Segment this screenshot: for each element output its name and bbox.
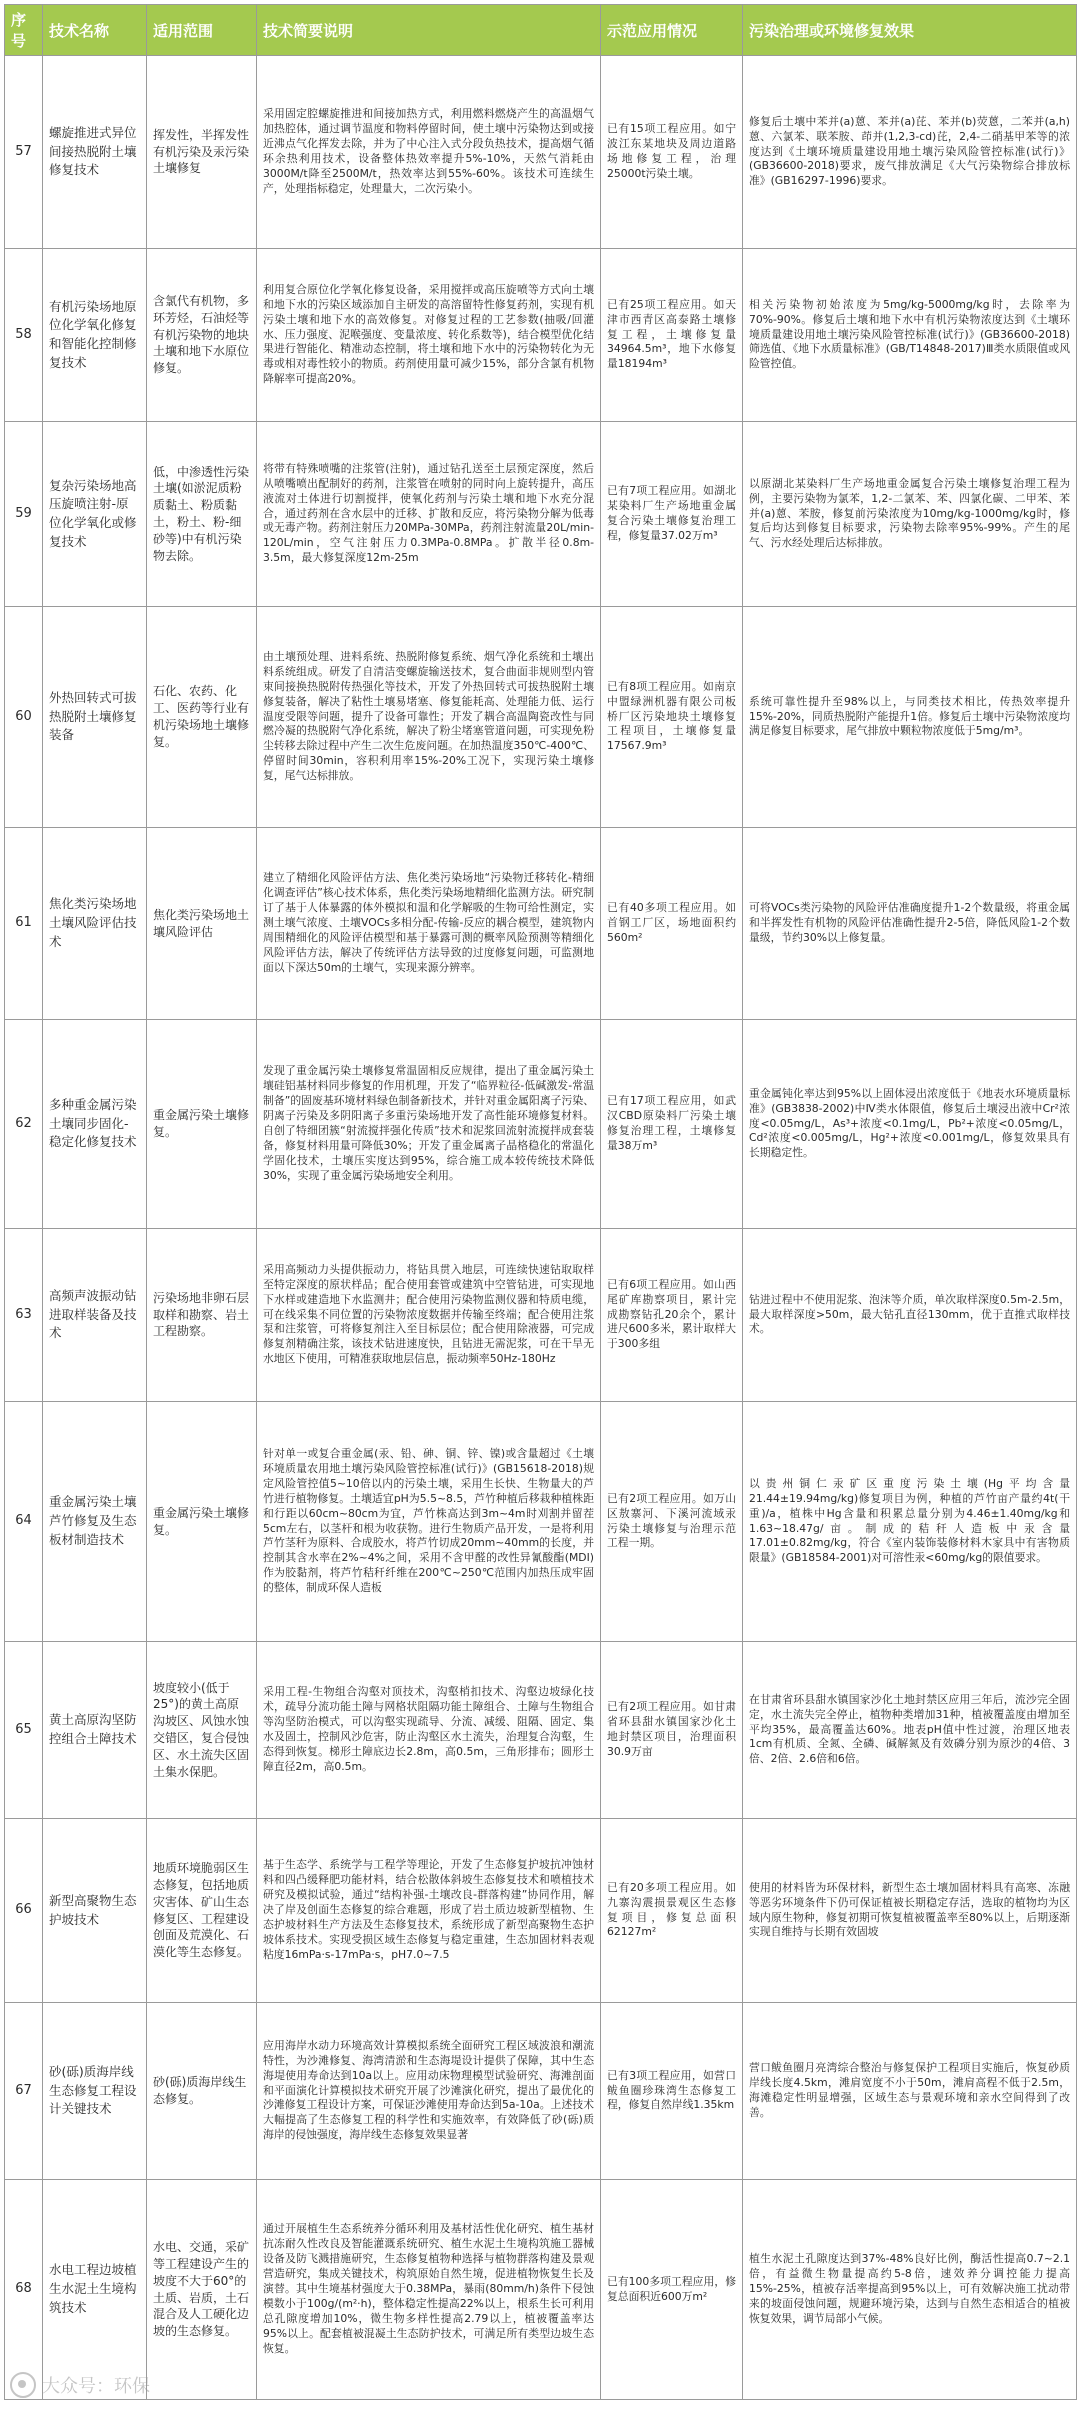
row-effect: 修复后土壤中苯并(a)蒽、苯并(a)芘、苯并(b)荧蒽，二苯并(a,h)蒽、六氯苯、联苯胺、茚并(1,2,3-cd)芘，2,4-二硝基甲苯等的浓度达到《土壤环境质量建设用地土壤污染风险管控标准(试行)》(GB36600-2018)要求，废气排放满足《大气污染物综合排放标准》(GB16297-1996)要求。 bbox=[743, 56, 1077, 249]
row-demo: 已有2项工程应用。如甘肃省环县甜水镇国家沙化土地封禁区项目，治理面积30.9万亩 bbox=[601, 1642, 743, 1819]
row-effect: 植生水泥土孔隙度达到37%-48%良好比例，酶活性提高0.7~2.1倍，有益微生物量提高约5-8倍，速效养分调控能力提高15%-25%，植被存活率提高到95%以上，可有效解决施工扰动带来的坡面侵蚀问题，规避环境污染，达到与自然生态相适合的植被恢复效果，调节局部小气候。 bbox=[743, 2180, 1077, 2400]
row-effect: 以贵州铜仁汞矿区重度污染土壤(Hg平均含量21.44±19.94mg/kg)修复项目为例，种植的芦竹亩产量约4t(干重)/a，植株中Hg含量和积累总量分别为4.46±1.40mg/kg和1.63~18.47g/亩。制成的秸秆人造板中汞含量17.01±0.82mg/kg，符合《室内装饰装修材料木家具中有害物质限量》(GB18584-2001)对可溶性汞<60mg/kg的限值要求。 bbox=[743, 1402, 1077, 1642]
row-effect: 钻进过程中不使用泥浆、泡沫等介质，单次取样深度0.5m-2.5m，最大取样深度>50m，最大钻孔直径130mm，优于直推式取样技术。 bbox=[743, 1229, 1077, 1402]
table-row bbox=[5, 422, 1077, 607]
row-num: 62 bbox=[5, 1020, 43, 1229]
row-name: 高频声波振动钻进取样装备及技术 bbox=[43, 1229, 147, 1402]
row-demo: 已有40多项工程应用。如首钢工厂区，场地面积约560m² bbox=[601, 828, 743, 1020]
row-name: 黄土高原沟坚防控组合土障技术 bbox=[43, 1642, 147, 1819]
row-num: 65 bbox=[5, 1642, 43, 1819]
row-name: 新型高聚物生态护坡技术 bbox=[43, 1819, 147, 2003]
table-row bbox=[5, 56, 1077, 249]
row-effect: 相关污染物初始浓度为5mg/kg-5000mg/kg时，去除率为70%-90%。修复后土壤和地下水中有机污染物浓度达到《土壤环境质量建设用地土壤污染风险管控标准(试行)》(GB36600-2018)筛选值、《地下水质量标准》(GB/T14848-2017)Ⅲ类水质限值或风险管控值。 bbox=[743, 249, 1077, 422]
row-desc: 基于生态学、系统学与工程学等理论，开发了生态修复护坡抗冲蚀材料和四凸缓释肥功能材料，结合松散体斜坡生态修复技术和喷植技术研究及模拟试验，通过“结构补强-土壤改良-群落构建”协同作用，解决了岸及创面生态修复的综合难题，形成了岩土质边坡新型植物、生态护坡材料生产方法及生态修复技术，系统形成了新型高聚物生态护坡体系技术。实现受损区域生态修复与稳定重建，生态加固材料表观粘度16mPa·s-17mPa·s，pH7.0~7.5 bbox=[257, 1819, 601, 2003]
row-effect: 重金属钝化率达到95%以上固体浸出浓度低于《地表水环境质量标准》(GB3838-2002)中Ⅳ类水体限值，修复后土壤浸出液中Cr²浓度<0.05mg/L，As³+浓度<0.1mg/L，Pb²+浓度<0.05mg/L，Cd²浓度<0.005mg/L，Hg²+浓度<0.001mg/L，修复效果具有长期稳定性。 bbox=[743, 1020, 1077, 1229]
watermark bbox=[10, 2372, 150, 2398]
row-scope: 污染场地非卵石层取样和勘察、岩土工程勘察。 bbox=[147, 1229, 257, 1402]
header-scope: 适用范围 bbox=[147, 5, 257, 56]
row-scope: 焦化类污染场地土壤风险评估 bbox=[147, 828, 257, 1020]
table-row bbox=[5, 1819, 1077, 2003]
row-demo: 已有2项工程应用。如万山区敖寨河、下溪河流域汞污染土壤修复与治理示范工程一期。 bbox=[601, 1402, 743, 1642]
row-desc: 采用固定腔螺旋推进和间接加热方式，利用燃料燃烧产生的高温烟气加热腔体，通过调节温度和物料停留时间，使土壤中污染物达到或接近沸点气化挥发去除，并为了中心注入式分段负热技术，提高烟气循环余热利用技术，设备整体热效率提升5%-10%，天然气消耗由3000M/t降至2500M/t，热效率达到55%-60%。该技术可连续生产，处理指标稳定，处理量大，二次污染小。 bbox=[257, 56, 601, 249]
table-row bbox=[5, 607, 1077, 828]
row-scope: 重金属污染土壤修复。 bbox=[147, 1402, 257, 1642]
row-num: 68 bbox=[5, 2180, 43, 2400]
row-num: 66 bbox=[5, 1819, 43, 2003]
table-row bbox=[5, 1402, 1077, 1642]
row-demo: 已有25项工程应用。如天津市西青区高泰路土壤修复工程，土壤修复量34964.5m³，地下水修复量18194m³ bbox=[601, 249, 743, 422]
table-row bbox=[5, 1229, 1077, 1402]
row-effect: 使用的材料皆为环保材料，新型生态土壤加固材料具有高寒、冻融等恶劣环境条件下仍可保证植被长期稳定存活，选取的植物均为区域内原生物种，修复初期可恢复植被覆盖率至80%以上，后期逐渐实现自维持与长期有效固坡 bbox=[743, 1819, 1077, 2003]
row-name: 水电工程边坡植生水泥土生境构筑技术 bbox=[43, 2180, 147, 2400]
row-desc: 由土壤预处理、进料系统、热脱附修复系统、烟气净化系统和土壤出料系统组成。研发了自清洁变螺旋输送技术，复合曲面非规则型内管束间接换热脱附传热强化等技术，开发了外热回转式可拔热脱附土壤修复装备，解决了粘性土壤易堵塞、修复能耗高、处理能力低、运行温度受限等问题，提升了设备可靠性；开发了耦合高温陶瓷改性与同燃冷凝的热脱附气净化系统，解决了粉尘堵塞管道问题，可实现免粉尘转移去除过程中产生二次生危废问题。在加热温度350℃-400℃、停留时间30min，容积利用率15%-20%工况下，实现污染土壤修复，尾气达标排放。 bbox=[257, 607, 601, 828]
row-scope: 挥发性，半挥发性有机污染及汞污染土壤修复 bbox=[147, 56, 257, 249]
table-row bbox=[5, 828, 1077, 1020]
row-num: 63 bbox=[5, 1229, 43, 1402]
row-desc: 采用工程-生物组合沟壑对顶技术，沟壑梢扣技术、沟壑边坡绿化技术，疏导分流功能土障与网格状阻隔功能土障组合、土障与生物组合等沟坚防治模式，可以沟壑实现疏导、分流、减缓、阻隔、固定、集水及固土，控制风沙危害，防止沟壑区水土流失，治理复合沟壑，生态得到恢复。梯形土障底边长2.8m，高0.5m，三角形排布；圆形土障直径2m，高0.5m。 bbox=[257, 1642, 601, 1819]
row-scope: 砂(砾)质海岸线生态修复。 bbox=[147, 2003, 257, 2180]
row-effect: 营口鲅鱼圈月亮湾综合整治与修复保护工程项目实施后，恢复砂质岸线长度4.5km，滩肩宽度不小于50m，滩肩高程不低于2.5m，海滩稳定性明显增强，区域生态与景观环境和亲水空间得到了改善。 bbox=[743, 2003, 1077, 2180]
header-demo: 示范应用情况 bbox=[601, 5, 743, 56]
row-name: 重金属污染土壤芦竹修复及生态板材制造技术 bbox=[43, 1402, 147, 1642]
table-row bbox=[5, 1642, 1077, 1819]
row-scope: 石化、农药、化工、医药等行业有机污染场地土壤修复。 bbox=[147, 607, 257, 828]
row-num: 57 bbox=[5, 56, 43, 249]
row-name: 螺旋推进式异位间接热脱附土壤修复技术 bbox=[43, 56, 147, 249]
row-effect: 在甘肃省环县甜水镇国家沙化土地封禁区应用三年后，流沙完全固定，水土流失完全停止，植物种类增加31种，植被覆盖度由增加至平均35%，最高覆盖达60%。地表pH值中性过渡，治理区地表1cm有机质、全氮、全磷、碱解氮及有效磷分别为原沙的4倍、3倍、2倍、2.6倍和6倍。 bbox=[743, 1642, 1077, 1819]
row-name: 多种重金属污染土壤同步固化-稳定化修复技术 bbox=[43, 1020, 147, 1229]
row-demo: 已有8项工程应用。如南京中盟绿洲机器有限公司板桥厂区污染地块土壤修复工程项目，土壤修复量17567.9m³ bbox=[601, 607, 743, 828]
row-name: 焦化类污染场地土壤风险评估技术 bbox=[43, 828, 147, 1020]
row-demo: 已有100多项工程应用，修复总面积近600万m² bbox=[601, 2180, 743, 2400]
row-demo: 已有3项工程应用，如营口鲅鱼圈珍珠湾生态修复工程，修复自然岸线1.35km bbox=[601, 2003, 743, 2180]
header-effect: 污染治理或环境修复效果 bbox=[743, 5, 1077, 56]
watermark-logo-icon bbox=[10, 2372, 36, 2398]
row-demo: 已有15项工程应用。如宁波江东某地块及周边道路场地修复工程，治理25000t污染土壤。 bbox=[601, 56, 743, 249]
row-scope: 重金属污染土壤修复。 bbox=[147, 1020, 257, 1229]
row-name: 砂(砾)质海岸线生态修复工程设计关键技术 bbox=[43, 2003, 147, 2180]
row-num: 67 bbox=[5, 2003, 43, 2180]
table-header-row bbox=[5, 5, 1077, 56]
row-desc: 利用复合原位化学氧化修复设备，采用搅拌或高压旋喷等方式向土壤和地下水的污染区域添加自主研发的高溶留特性修复药剂，实现有机污染土壤和地下水的高效修复。对修复过程的工艺参数(抽吸/回灌水、压力强度、泥喉强度、变量浓度、转化系数等)，结合模型优化结果进行智能化、精准动态控制，将土壤和地下水中的污染物转化为无毒或相对毒性较小的物质。药剂使用量可减少15%，部分含氯有机物降解率可提高20%。 bbox=[257, 249, 601, 422]
table-row bbox=[5, 2003, 1077, 2180]
table-row bbox=[5, 1020, 1077, 1229]
row-scope: 地质环境脆弱区生态修复，包括地质灾害体、矿山生态修复区、工程建设创面及荒漠化、石漠化等生态修复。 bbox=[147, 1819, 257, 2003]
row-demo: 已有6项工程应用。如山西尾矿库勘察项目，累计完成勘察钻孔20余个，累计进尺600多米，累计取样大于300多组 bbox=[601, 1229, 743, 1402]
row-demo: 已有7项工程应用。如湖北某染料厂生产场地重金属复合污染土壤修复治理工程，修复量37.02万m³ bbox=[601, 422, 743, 607]
row-desc: 通过开展植生生态系统养分循环利用及基材活性优化研究、植生基材抗冻耐久性改良及智能灌溉系统研究、植生水泥土生境构筑施工器械设备及防飞溅措施研究，生态修复植物种选择与植物群落构建及景观营造研究，集成关键技术，构筑原始自然生境，促进植物恢复生长及演替。其中生境基材强度大于0.38MPa，暴雨(80mm/h)条件下侵蚀模数小于100g/(m²·h)，整体稳定性提高22%以上，根系生长可利用总孔隙度增加10%，微生物多样性提高2.79以上，植被覆盖率达95%以上。配套植被混凝土生态防护技术，可满足所有类型边坡生态恢复。 bbox=[257, 2180, 601, 2400]
row-scope: 水电、交通，采矿等工程建设产生的坡度不大于60°的土质、岩质，土石混合及人工硬化边坡的生态修复。 bbox=[147, 2180, 257, 2400]
table-row bbox=[5, 249, 1077, 422]
row-num: 58 bbox=[5, 249, 43, 422]
row-desc: 应用海岸水动力环境高效计算模拟系统全面研究工程区域波浪和潮流特性，为沙滩修复、海湾清淤和生态海堤设计提供了保障，其中生态海堤使用寿命达到10a以上。应用动床物理模型试验研究、海滩剖面和平面演化计算模拟技术研究开展了沙滩演化研究，提出了最优化的沙滩修复工程设计方案，可保证沙滩使用寿命达到5a-10a。上述技术大幅提高了生态修复工程的科学性和实施效率，有效降低了砂(砾)质海岸的侵蚀强度，海岸线生态修复效果显著 bbox=[257, 2003, 601, 2180]
row-effect: 以原湖北某染料厂生产场地重金属复合污染土壤修复治理工程为例，主要污染物为氯苯，1,2-二氯苯、苯、四氯化碳、二甲苯、苯并(a)蒽、苯胺，修复前污染浓度为10mg/kg-1000mg/kg时，修复后均达到修复目标要求，污染物去除率95%-99%。产生的尾气、污水经处理后达标排放。 bbox=[743, 422, 1077, 607]
row-effect: 可将VOCs类污染物的风险评估准确度提升1-2个数量级，将重金属和半挥发性有机物的风险评估准确性提升2-5倍，降低风险1-2个数量级，节约30%以上修复量。 bbox=[743, 828, 1077, 1020]
row-num: 59 bbox=[5, 422, 43, 607]
header-num: 序号 bbox=[5, 5, 43, 56]
row-effect: 系统可靠性提升至98%以上，与同类技术相比，传热效率提升15%-20%，同质热脱附产能提升1倍。修复后土壤中污染物浓度均满足修复目标要求，尾气排放中颗粒物浓度低于5mg/m³。 bbox=[743, 607, 1077, 828]
row-scope: 含氯代有机物，多环芳烃，石油烃等有机污染物的地块土壤和地下水原位修复。 bbox=[147, 249, 257, 422]
row-scope: 坡度较小(低于25°)的黄土高原沟坡区、风蚀水蚀交错区，复合侵蚀区、水土流失区固土集水保肥。 bbox=[147, 1642, 257, 1819]
table-row bbox=[5, 2180, 1077, 2400]
row-name: 复杂污染场地高压旋喷注射-原位化学氧化或修复技术 bbox=[43, 422, 147, 607]
row-name: 外热回转式可拔热脱附土壤修复装备 bbox=[43, 607, 147, 828]
row-desc: 采用高频动力头提供振动力，将钻具贯入地层，可连续快速钻取取样至特定深度的原状样品；配合使用套管或建筑中空管钻进，可实现地下水样或建造地下水监测井；配合使用污染物监测仪器和特质电缆，可在线采集不同位置的污染物浓度数据并传输至终端；配合使用注浆泵和注浆管，可将修复剂注入至目标层位；配合使用除液器，可完成修复剂精确注浆，该技术钻进速度快，且钻进无需泥浆，可在干旱无水地区下使用，可精准获取地层信息，振动频率50Hz-180Hz bbox=[257, 1229, 601, 1402]
row-desc: 将带有特殊喷嘴的注浆管(注射)，通过钻孔送至土层预定深度，然后从喷嘴喷出配制好的药剂，注浆管在喷射的同时向上旋转提升，高压液流对土体进行切割搅拌，使氧化药剂与污染土壤和地下水充分混合，通过药剂在含水层中的迁移、扩散和反应，将污染物分解为低毒或无毒产物。药剂注射压力20MPa-30MPa，药剂注射流量20L/min-120L/min，空气注射压力0.3MPa-0.8MPa。扩散半径0.8m-3.5m，最大修复深度12m-25m bbox=[257, 422, 601, 607]
row-demo: 已有17项工程应用，如武汉CBD原染料厂污染土壤修复治理工程，土壤修复量38万m³ bbox=[601, 1020, 743, 1229]
row-num: 64 bbox=[5, 1402, 43, 1642]
row-scope: 低，中渗透性污染土壤(如淤泥质粉质黏土、粉质黏土，粉土、粉-细砂等)中有机污染物去除。 bbox=[147, 422, 257, 607]
row-num: 61 bbox=[5, 828, 43, 1020]
watermark-text: 大众号：环保 bbox=[42, 2376, 150, 2397]
row-name: 有机污染场地原位化学氧化修复和智能化控制修复技术 bbox=[43, 249, 147, 422]
header-desc: 技术简要说明 bbox=[257, 5, 601, 56]
row-desc: 针对单一或复合重金属(汞、铅、砷、铜、锌、镍)或含量超过《土壤环境质量农用地土壤污染风险管控标准(试行)》(GB15618-2018)规定风险管控值5~10倍以内的污染土壤，采用生长快、生物量大的芦竹进行植物修复。土壤适宜pH为5.5~8.5，芦竹种植后移栽种植株距和行距以60cm~80cm为宜，芦竹株高达到3m~4m时刈割并留茬5cm左右，以茎杆和根为收获物。进行生物质产品开发，一是将利用芦竹茎秆为原料、合成胶水，将芦竹切成20mm~40mm的长度，并控制其含水率在2%~4%之间，采用不含甲醛的改性异氰酸酯(MDI)作为胶黏剂，将芦竹秸秆纤维在200℃~250℃范围内加热压成牢固的整体，制成环保人造板 bbox=[257, 1402, 601, 1642]
row-demo: 已有20多项工程应用。如九寨沟震损景观区生态修复项目，修复总面积62127m² bbox=[601, 1819, 743, 2003]
technology-table bbox=[4, 4, 1077, 2400]
row-num: 60 bbox=[5, 607, 43, 828]
row-desc: 建立了精细化风险评估方法、焦化类污染场地“污染物迁移转化-精细化调查评估”核心技术体系，焦化类污染场地精细化监测方法。研究制订了基于人体暴露的体外模拟和温和化学解吸的生物可给性测定，实测土壤气浓度、土壤VOCs多相分配-传输-反应的耦合模型，建筑物内周围精细化的风险评估模型和基于暴露可测的概率风险预测等精细化风险评估方法，解决了传统评估方法导致的过度修复问题，可监测地面以下深达50m的土壤气，实现来源分辨率。 bbox=[257, 828, 601, 1020]
header-name: 技术名称 bbox=[43, 5, 147, 56]
row-desc: 发现了重金属污染土壤修复常温固相反应规律，提出了重金属污染土壤硅铝基材料同步修复的作用机理，开发了“临界粒径-低碱激发-常温制备”的固废基环境材料绿色制备新技术，并针对重金属阳离子污染、阴离子污染及多阴阳离子多重污染场地开发了高性能环境修复材料。自创了特细团簇“射流搅拌强化传质”技术和泥浆回流射流搅拌成套装备，修复材料用量可降低30%；开发了重金属离子晶格稳化的常温化学固化技术，土壤压实度达到95%，综合施工成本较传统技术降低30%，实现了重金属污染场地安全利用。 bbox=[257, 1020, 601, 1229]
